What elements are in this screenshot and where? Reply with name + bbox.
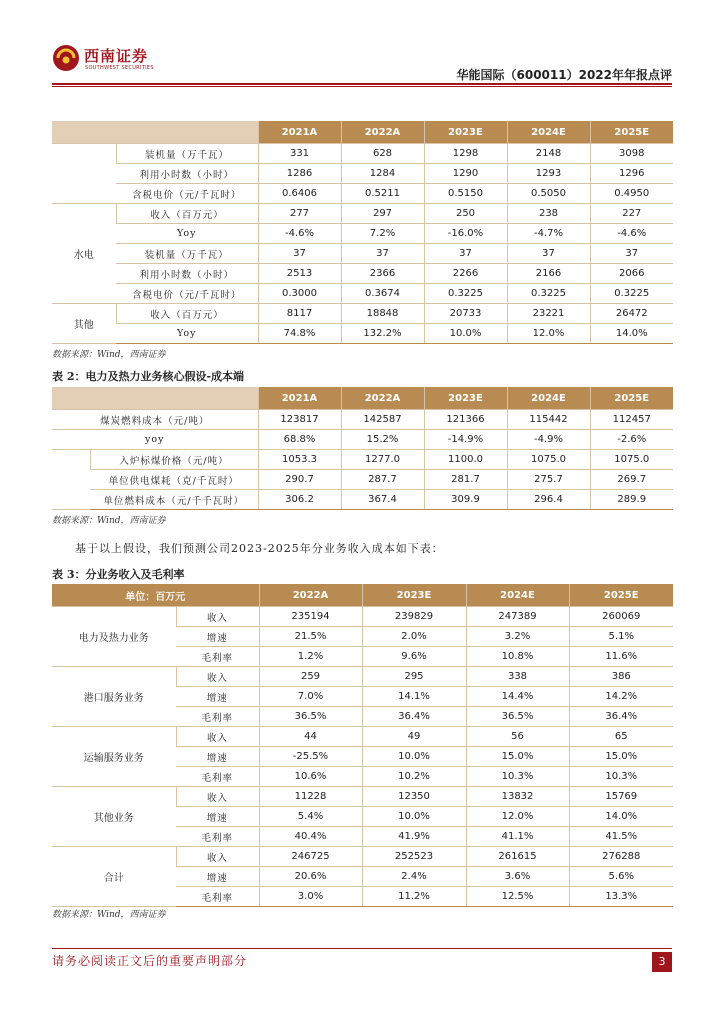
table-segment-revenue <box>52 584 673 907</box>
table3-source: 数据来源：Wind，西南证券 <box>52 910 166 920</box>
value-cell: 23221 <box>507 304 590 324</box>
value-cell: 12.0% <box>466 807 569 827</box>
value-cell: 1053.3 <box>258 450 341 470</box>
value-cell: 2266 <box>424 264 507 284</box>
table3-title: 表 3：分业务收入及毛利率 <box>52 568 185 581</box>
header-cell: 2024E <box>507 387 590 410</box>
value-cell: 309.9 <box>424 490 507 510</box>
header-divider <box>52 83 672 85</box>
header-cell: 2023E <box>362 584 466 607</box>
value-cell: 37 <box>590 244 673 264</box>
row-label: Yoy <box>116 224 258 244</box>
value-cell: 227 <box>590 204 673 224</box>
value-cell: 239829 <box>362 607 466 627</box>
row-label: 收入（百万元） <box>116 204 258 224</box>
segment-label: 合计 <box>52 847 176 907</box>
value-cell: 0.3000 <box>258 284 341 304</box>
value-cell: 269.7 <box>590 470 673 490</box>
value-cell: 1075.0 <box>590 450 673 470</box>
row-label: 装机量（万千瓦） <box>116 244 258 264</box>
row-label: 利用小时数（小时） <box>116 164 258 184</box>
value-cell: 74.8% <box>258 324 341 344</box>
row-label: 单位燃料成本（元/千千瓦时） <box>90 490 258 510</box>
header-cell: 2021A <box>258 387 341 410</box>
table-cost-assumptions <box>52 387 673 510</box>
value-cell: 0.5150 <box>424 184 507 204</box>
row-label: 含税电价（元/千瓦时） <box>116 184 258 204</box>
row-label: 增速 <box>176 867 259 887</box>
value-cell: 3.2% <box>466 627 569 647</box>
value-cell: 12.5% <box>466 887 569 907</box>
row-label: 增速 <box>176 687 259 707</box>
value-cell: 0.3225 <box>507 284 590 304</box>
value-cell: 277 <box>258 204 341 224</box>
row-label: 毛利率 <box>176 647 259 667</box>
value-cell: 36.5% <box>466 707 569 727</box>
header-divider-thin <box>52 86 672 87</box>
table2-source: 数据来源：Wind，西南证券 <box>52 516 166 526</box>
value-cell: 0.5211 <box>341 184 424 204</box>
value-cell: 7.0% <box>259 687 362 707</box>
value-cell: -4.9% <box>507 430 590 450</box>
segment-label: 运输服务业务 <box>52 727 176 787</box>
value-cell: 1298 <box>424 144 507 164</box>
value-cell: 1296 <box>590 164 673 184</box>
value-cell: 37 <box>341 244 424 264</box>
value-cell: 276288 <box>569 847 673 867</box>
value-cell: 15.0% <box>466 747 569 767</box>
segment-label: 港口服务业务 <box>52 667 176 727</box>
value-cell: 238 <box>507 204 590 224</box>
segment-label: 电力及热力业务 <box>52 607 176 667</box>
table2-title: 表 2：电力及热力业务核心假设-成本端 <box>52 370 245 383</box>
header-cell: 2025E <box>590 387 673 410</box>
value-cell: 10.2% <box>362 767 466 787</box>
header-cell: 2024E <box>466 584 569 607</box>
company-logo <box>52 43 162 75</box>
value-cell: 13.3% <box>569 887 673 907</box>
value-cell: 26472 <box>590 304 673 324</box>
row-label: 增速 <box>176 747 259 767</box>
value-cell: 0.3225 <box>424 284 507 304</box>
value-cell: 10.8% <box>466 647 569 667</box>
value-cell: 296.4 <box>507 490 590 510</box>
value-cell: 0.3225 <box>590 284 673 304</box>
value-cell: 1.2% <box>259 647 362 667</box>
value-cell: 1290 <box>424 164 507 184</box>
page-number: 3 <box>652 952 672 972</box>
value-cell: 10.3% <box>466 767 569 787</box>
value-cell: 386 <box>569 667 673 687</box>
value-cell: 142587 <box>341 410 424 430</box>
value-cell: 2.4% <box>362 867 466 887</box>
value-cell: 3098 <box>590 144 673 164</box>
row-label: yoy <box>52 430 258 450</box>
row-label: 装机量（万千瓦） <box>116 144 258 164</box>
value-cell: 123817 <box>258 410 341 430</box>
logo-mark-icon <box>52 43 80 73</box>
value-cell: 287.7 <box>341 470 424 490</box>
table-row <box>52 264 673 284</box>
value-cell: 20.6% <box>259 867 362 887</box>
value-cell: 112457 <box>590 410 673 430</box>
footer-notice: 请务必阅读正文后的重要声明部分 <box>52 954 248 968</box>
value-cell: 11.2% <box>362 887 466 907</box>
row-label: 利用小时数（小时） <box>116 264 258 284</box>
group-label: 其他 <box>52 304 116 344</box>
value-cell: 36.4% <box>569 707 673 727</box>
value-cell: 10.3% <box>569 767 673 787</box>
value-cell: 56 <box>466 727 569 747</box>
table-row <box>52 244 673 264</box>
table-row <box>52 284 673 304</box>
value-cell: 40.4% <box>259 827 362 847</box>
value-cell: 13832 <box>466 787 569 807</box>
indent-cell <box>52 450 90 510</box>
value-cell: 10.0% <box>424 324 507 344</box>
value-cell: 1293 <box>507 164 590 184</box>
value-cell: 14.4% <box>466 687 569 707</box>
value-cell: 250 <box>424 204 507 224</box>
value-cell: 297 <box>341 204 424 224</box>
value-cell: 36.4% <box>362 707 466 727</box>
value-cell: 367.4 <box>341 490 424 510</box>
value-cell: 2513 <box>258 264 341 284</box>
value-cell: 11228 <box>259 787 362 807</box>
table-header-row <box>52 584 673 607</box>
header-cell: 2025E <box>590 121 673 144</box>
value-cell: 275.7 <box>507 470 590 490</box>
value-cell: 1277.0 <box>341 450 424 470</box>
value-cell: 2148 <box>507 144 590 164</box>
value-cell: 5.1% <box>569 627 673 647</box>
value-cell: -14.9% <box>424 430 507 450</box>
row-label: 毛利率 <box>176 827 259 847</box>
value-cell: 49 <box>362 727 466 747</box>
body-paragraph: 基于以上假设，我们预测公司2023-2025年分业务收入成本如下表： <box>75 542 444 555</box>
value-cell: -25.5% <box>259 747 362 767</box>
table-row <box>52 607 673 627</box>
header-blank-cell <box>52 121 258 144</box>
row-label: 入炉标煤价格（元/吨） <box>90 450 258 470</box>
table-row <box>52 727 673 747</box>
header-cell: 2021A <box>258 121 341 144</box>
value-cell: 2166 <box>507 264 590 284</box>
value-cell: 1100.0 <box>424 450 507 470</box>
value-cell: 14.0% <box>590 324 673 344</box>
value-cell: 1286 <box>258 164 341 184</box>
row-label: 收入 <box>176 787 259 807</box>
row-label: 收入 <box>176 667 259 687</box>
value-cell: 18848 <box>341 304 424 324</box>
row-label: 收入（百万元） <box>116 304 258 324</box>
value-cell: 12350 <box>362 787 466 807</box>
value-cell: 37 <box>258 244 341 264</box>
value-cell: 14.1% <box>362 687 466 707</box>
group-label <box>52 144 116 204</box>
row-label: 单位供电煤耗（克/千瓦时） <box>90 470 258 490</box>
value-cell: 41.9% <box>362 827 466 847</box>
report-title: 华能国际（600011）2022年年报点评 <box>456 68 672 82</box>
value-cell: 37 <box>507 244 590 264</box>
value-cell: 15.0% <box>569 747 673 767</box>
row-label: 煤炭燃料成本（元/吨） <box>52 410 258 430</box>
value-cell: 281.7 <box>424 470 507 490</box>
value-cell: 0.5050 <box>507 184 590 204</box>
segment-label: 其他业务 <box>52 787 176 847</box>
value-cell: 5.6% <box>569 867 673 887</box>
table-power-assumptions <box>52 121 673 344</box>
value-cell: 121366 <box>424 410 507 430</box>
table-header-row <box>52 387 673 410</box>
value-cell: 5.4% <box>259 807 362 827</box>
row-label: Yoy <box>116 324 258 344</box>
table-row <box>52 847 673 867</box>
value-cell: 0.3674 <box>341 284 424 304</box>
value-cell: 115442 <box>507 410 590 430</box>
value-cell: 44 <box>259 727 362 747</box>
value-cell: 8117 <box>258 304 341 324</box>
table-row <box>52 224 673 244</box>
table-row <box>52 204 673 224</box>
value-cell: 41.1% <box>466 827 569 847</box>
value-cell: 36.5% <box>259 707 362 727</box>
value-cell: 0.6406 <box>258 184 341 204</box>
value-cell: 252523 <box>362 847 466 867</box>
value-cell: 1284 <box>341 164 424 184</box>
header-cell: 2025E <box>569 584 673 607</box>
value-cell: 628 <box>341 144 424 164</box>
header-cell: 2023E <box>424 387 507 410</box>
logo-subtitle: SOUTHWEST SECURITIES <box>85 65 154 71</box>
header-blank-cell <box>52 387 258 410</box>
table-row <box>52 787 673 807</box>
header-cell: 2022A <box>341 387 424 410</box>
value-cell: -4.7% <box>507 224 590 244</box>
value-cell: -16.0% <box>424 224 507 244</box>
value-cell: 290.7 <box>258 470 341 490</box>
value-cell: 260069 <box>569 607 673 627</box>
value-cell: 20733 <box>424 304 507 324</box>
value-cell: 331 <box>258 144 341 164</box>
value-cell: 1075.0 <box>507 450 590 470</box>
value-cell: 15.2% <box>341 430 424 450</box>
value-cell: 0.4950 <box>590 184 673 204</box>
table-row <box>52 450 673 470</box>
value-cell: 14.2% <box>569 687 673 707</box>
table-row <box>52 144 673 164</box>
value-cell: 247389 <box>466 607 569 627</box>
value-cell: 15769 <box>569 787 673 807</box>
value-cell: 41.5% <box>569 827 673 847</box>
table-row <box>52 490 673 510</box>
value-cell: 259 <box>259 667 362 687</box>
row-label: 毛利率 <box>176 887 259 907</box>
table-row <box>52 430 673 450</box>
row-label: 毛利率 <box>176 707 259 727</box>
value-cell: 338 <box>466 667 569 687</box>
table-row <box>52 304 673 324</box>
value-cell: -4.6% <box>590 224 673 244</box>
value-cell: 261615 <box>466 847 569 867</box>
header-cell: 2023E <box>424 121 507 144</box>
footer-divider <box>52 948 672 949</box>
value-cell: 9.6% <box>362 647 466 667</box>
value-cell: 68.8% <box>258 430 341 450</box>
value-cell: 21.5% <box>259 627 362 647</box>
row-label: 收入 <box>176 847 259 867</box>
value-cell: 10.6% <box>259 767 362 787</box>
value-cell: 14.0% <box>569 807 673 827</box>
table-row <box>52 164 673 184</box>
table-row <box>52 184 673 204</box>
value-cell: -4.6% <box>258 224 341 244</box>
table1-source: 数据来源：Wind，西南证券 <box>52 350 166 360</box>
row-label: 增速 <box>176 627 259 647</box>
table-row <box>52 470 673 490</box>
value-cell: 246725 <box>259 847 362 867</box>
value-cell: 10.0% <box>362 807 466 827</box>
group-label: 水电 <box>52 204 116 304</box>
value-cell: 12.0% <box>507 324 590 344</box>
row-label: 收入 <box>176 607 259 627</box>
value-cell: 3.6% <box>466 867 569 887</box>
row-label: 毛利率 <box>176 767 259 787</box>
value-cell: 295 <box>362 667 466 687</box>
value-cell: 2066 <box>590 264 673 284</box>
value-cell: 7.2% <box>341 224 424 244</box>
table-row <box>52 324 673 344</box>
table-header-row <box>52 121 673 144</box>
header-cell: 2022A <box>259 584 362 607</box>
value-cell: 65 <box>569 727 673 747</box>
value-cell: 132.2% <box>341 324 424 344</box>
row-label: 含税电价（元/千瓦时） <box>116 284 258 304</box>
value-cell: 11.6% <box>569 647 673 667</box>
value-cell: 37 <box>424 244 507 264</box>
value-cell: 10.0% <box>362 747 466 767</box>
logo-name: 西南证券 <box>84 47 149 65</box>
row-label: 收入 <box>176 727 259 747</box>
value-cell: 289.9 <box>590 490 673 510</box>
value-cell: 3.0% <box>259 887 362 907</box>
table-row <box>52 667 673 687</box>
value-cell: -2.6% <box>590 430 673 450</box>
table-row <box>52 410 673 430</box>
value-cell: 235194 <box>259 607 362 627</box>
header-unit-cell: 单位：百万元 <box>52 584 259 607</box>
value-cell: 2366 <box>341 264 424 284</box>
header-cell: 2022A <box>341 121 424 144</box>
value-cell: 306.2 <box>258 490 341 510</box>
value-cell: 2.0% <box>362 627 466 647</box>
header-cell: 2024E <box>507 121 590 144</box>
row-label: 增速 <box>176 807 259 827</box>
